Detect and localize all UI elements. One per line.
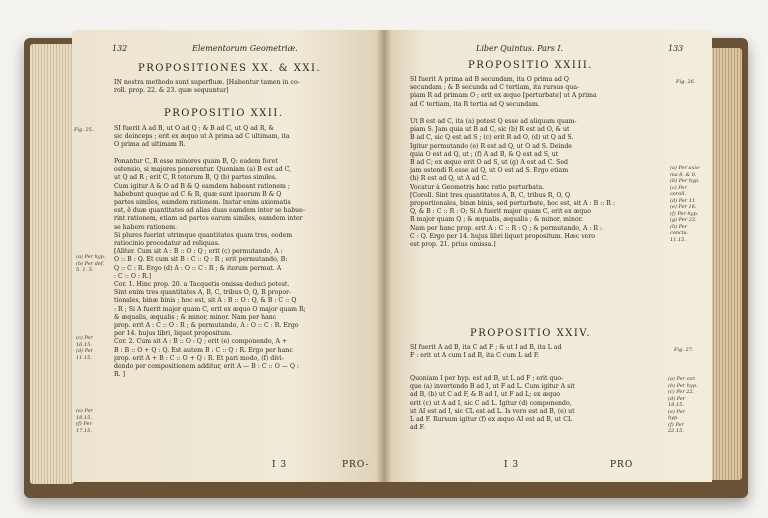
demo-line: piam S. Jam quia ut B ad C, sic (b) R est ad O, & ut: [410, 126, 570, 134]
left-demonstration: [114, 158, 376, 379]
right-margin-fig-1: Fig. 26.: [676, 79, 696, 85]
demo-line: rint rationem, etiam ad partes earum similes, eamdem inter: [114, 215, 303, 223]
right-page-edges: [708, 48, 742, 480]
margin-note: (e) Per 16.: [670, 204, 697, 210]
right-demonstration-2: [410, 375, 662, 432]
demo-line: se habere rationem.: [114, 223, 178, 231]
margin-note: (a) Per cor.: [668, 376, 696, 382]
margin-note: (d) Per: [668, 395, 686, 402]
margin-note: (b) Per def.: [76, 260, 105, 267]
margin-note: 22.15.: [668, 428, 684, 434]
prop-line: piam R ad primam O ; erit ex æquo [perturbate] ut A prima: [410, 92, 597, 100]
open-book: [24, 30, 748, 498]
demo-line: ut Q ad R ; erit C, R totorum B, Q (b) partes similes.: [114, 174, 278, 182]
right-page: [384, 30, 712, 482]
prop-line: sic deinceps ; erit ex æquo ut A prima ad C ultimam, ita: [114, 133, 290, 141]
demo-line: B : B :: O + Q : Q. Est autem B : C :: Q : R. Ergo per hanc: [114, 346, 293, 354]
demo-line: prop. erit A + B : C :: O + Q : R. Et pari modo, (f) divi-: [114, 354, 284, 362]
demo-line: Q, & B : C :: R : O; Si A fuerit major quam C, erit ex æquo: [410, 208, 592, 216]
demo-line: (h) R est ad Q, ut A ad C.: [410, 175, 488, 183]
demo-line: Sint enim tres quantitates A, B, C, tribus O, Q, R propor-: [114, 289, 292, 297]
demo-line: Q :: C : R. Ergo (d) A : O :: C : R ; & iterum permut. A: [114, 264, 282, 272]
left-intro: [114, 79, 376, 95]
prop-line: SI fuerit A ad B, ut O ad Q ; & B ad C, ut Q ad R, &: [114, 125, 274, 132]
demo-line: ostensio, si majores ponerentur. Quoniam (a) B est ad C,: [114, 166, 292, 174]
demo-line: quia O est ad Q, ut ; (f) A ad B, & Q est ad S, ut: [410, 150, 559, 158]
margin-note: (h) Per: [670, 223, 688, 230]
demo-line: R. ]: [114, 371, 126, 379]
margin-note: 11.15.: [670, 236, 686, 243]
left-catchword: PRO-: [342, 460, 370, 470]
margin-note: (f) Per: [76, 421, 92, 427]
demo-line: erit (c) ut A ad I, sic C ad L. Igitur (d) componendo,: [410, 399, 572, 407]
right-title-2: PROPOSITIO XXIV.: [470, 328, 592, 339]
demo-line: prop. erit A : C :: O : R ; & permutando, A : O :: C : R. Ergo: [114, 322, 299, 330]
demo-line: [Coroll. Sint tres quantitates A, B, C, tribus R, O, Q: [410, 191, 571, 199]
right-catchword: PRO: [610, 460, 634, 470]
demo-line: ut AI est ad I, sic CL est ad L. Is vero est ad B, (e) ut: [410, 407, 575, 415]
demo-line: proportionales, binæ binis, sed perturbate, hoc est, sit A : B :: R :: [410, 200, 615, 208]
margin-note: (a) Per hyp.: [76, 254, 106, 260]
left-running-head: Elementorum Geometriæ.: [192, 44, 298, 53]
demo-line: : R ; Si A fuerit major quam C, erit ex æquo O major quam R;: [114, 305, 306, 313]
margin-note: (a) Per axio-: [670, 165, 701, 171]
right-margin-fig-2: Fig. 27.: [674, 347, 694, 353]
demo-line: B ad C; ex æquo erit O ad S, ut (g) A est ad C. Sed: [410, 159, 568, 167]
prop-line: ad C tertiam, ita R tertia ad Q secundam.: [410, 100, 540, 108]
margin-note: (f) Per hyp.: [670, 210, 699, 217]
right-proposition-2: [410, 344, 672, 360]
demo-line: : C :: O : R.]: [114, 272, 152, 280]
demo-line: R major quam Q ; & æqualis, æqualis ; & minor, minor.: [410, 216, 583, 224]
demo-line: que (a) invertendo B ad I, ut F ad L. Cum igitur A sit: [410, 383, 575, 391]
right-running-head: Liber Quintus. Pars I.: [476, 44, 564, 53]
demo-line: habebunt quoque ad C & R, quæ sunt ipsorum B & Q: [114, 190, 282, 198]
demo-line: Cor. 1. Hinc prop. 20. a Tacquetis omissa deduci potest.: [114, 281, 290, 289]
right-margin-notes-2: [668, 376, 698, 435]
margin-note: ma 8. & 8.: [670, 171, 697, 178]
demo-line: Nam per hanc prop. erit A : C :: R : Q ; & permutando, A : R :: [410, 224, 603, 232]
demo-line: [Aliter. Cum sit A : B :: O : Q ; erit (c) permutando, A :: [114, 248, 283, 256]
demo-line: O :: B : Q. Et cum sit B : C :: Q : R ; erit permutando, B:: [114, 256, 288, 264]
demo-line: ad F.: [410, 424, 425, 432]
left-page: [72, 30, 384, 482]
margin-note: (f) Per: [668, 421, 684, 428]
margin-note: (d) Per 11.: [670, 197, 697, 204]
demo-line: B ad C, sic Q est ad S ; (c) erit R ad O, (d) ut Q ad S.: [410, 134, 574, 142]
margin-note: conclu.: [670, 230, 689, 236]
demo-line: ratiocinio procedatur ad reliquas.: [114, 240, 220, 248]
demo-line: dendo per compositionem additur, erit A — B : C :: O — Q :: [114, 363, 300, 371]
margin-note: hyp.: [668, 415, 679, 421]
demo-line: Quoniam I per hyp. est ad B, ut L ad F ; erit quo-: [410, 375, 564, 382]
margin-note: 5. 1. 5.: [76, 267, 94, 273]
margin-note: (c) Per: [670, 184, 687, 191]
prop-line: SI fuerit A prima ad B secundam, ita O prima ad Q: [410, 76, 569, 83]
prop-line: secundam ; & B secunda ad C tertiam, ita rursus qua-: [410, 84, 580, 92]
prop-line: SI fuerit A ad B, ita C ad F ; & ut I ad B, ita L ad: [410, 344, 562, 351]
right-title-1: PROPOSITIO XXIII.: [468, 60, 593, 71]
margin-note: 11.15.: [76, 354, 92, 361]
right-proposition-1: [410, 76, 672, 109]
margin-note: 18.15.: [668, 402, 684, 408]
left-signature-mark: I 3: [272, 460, 288, 470]
margin-note: (e) Per: [76, 408, 93, 414]
demo-line: Ponantur C, R esse minores quam B, Q: eadem foret: [114, 158, 278, 165]
demo-line: L ad F. Rursum igitur (f) ex æquo AI est ad B, ut CL: [410, 416, 573, 424]
left-margin-fig: Fig. 25.: [74, 127, 94, 133]
margin-note: (b) Per hyp.: [670, 178, 700, 184]
demo-line: jam ostendi R esse ad Q, ut O est ad S. Ergo etiam: [410, 167, 569, 175]
demo-line: & æqualis, æqualis ; & minor, minor. Nam per hanc: [114, 313, 277, 321]
margin-note: (c) Per 22.: [668, 389, 695, 395]
right-signature-mark: I 3: [504, 460, 520, 470]
left-page-number: 132: [112, 44, 128, 53]
left-margin-notes: [76, 254, 105, 274]
right-margin-notes-1: [670, 165, 701, 243]
margin-note: 17.15.: [76, 427, 92, 434]
demo-line: Cum igitur A & O ad B & Q eamdem habeant rationem ;: [114, 182, 290, 190]
demo-line: Igitur permutando (e) R est ad Q, ut O ad S. Deinde: [410, 142, 572, 150]
margin-note: (g) Per 22.: [670, 217, 697, 223]
demo-line: est, ê duæ quantitates ad alias duas eamdem inter se habue-: [114, 207, 305, 215]
intro-line: roll. prop. 22. & 23. quæ sequuntur]: [114, 87, 229, 95]
demo-line: C : Q. Ergo per 14. hujus libri liquet propositum. Hæc vero: [410, 232, 596, 240]
left-margin-notes: [76, 335, 93, 361]
left-title-2: PROPOSITIO XXII.: [164, 108, 284, 119]
book-gutter: [376, 30, 392, 482]
prop-line: O prima ad ultimam R.: [114, 141, 186, 149]
demo-line: per 14. hujus libri, liquet propositum.: [114, 330, 232, 338]
demo-line: est prop. 21. prius omissa.]: [410, 241, 496, 249]
margin-note: coroll.: [670, 191, 686, 197]
margin-note: (d) Per: [76, 348, 94, 354]
demo-line: partes similes, eamdem rationem. Instar enim axiomatis: [114, 199, 291, 207]
demo-line: tionales, binæ binis ; hoc est, sit A : B :: O : Q, & B : C :: Q: [114, 297, 297, 305]
right-demonstration-1: [410, 118, 668, 249]
margin-note: (e) Per: [668, 408, 685, 415]
left-title-1: PROPOSITIONES XX. & XXI.: [138, 63, 322, 74]
demo-line: Si plures fuerint utrimque quantitates quam tres, eodem: [114, 231, 293, 239]
left-page-edges: [30, 44, 74, 484]
demo-line: Vocatur à Geometris hæc ratio perturbata.: [410, 183, 545, 191]
left-proposition: [114, 125, 376, 150]
margin-note: 16.15.: [76, 341, 92, 348]
intro-line: IN nostra methodo sunt superfluæ. [Habentur tamen in co-: [114, 79, 300, 86]
prop-line: F : erit ut A cum I ad B, ita C cum L ad F.: [410, 352, 540, 360]
left-margin-notes: [76, 408, 93, 434]
margin-note: (c) Per: [76, 335, 93, 341]
margin-note: (b) Per hyp.: [668, 382, 698, 389]
right-page-number: 133: [668, 44, 684, 53]
demo-line: Ut B est ad C, ita (a) potest Q esse ad aliquam quam-: [410, 118, 577, 125]
demo-line: Cor. 2. Cum sit A : B :: O : Q ; erit (e) componendo, A +: [114, 338, 288, 346]
margin-note: 18.15.: [76, 414, 92, 421]
demo-line: ad B, (b) ut C ad F, & B ad I, ut F ad L; ex æquo: [410, 391, 560, 399]
